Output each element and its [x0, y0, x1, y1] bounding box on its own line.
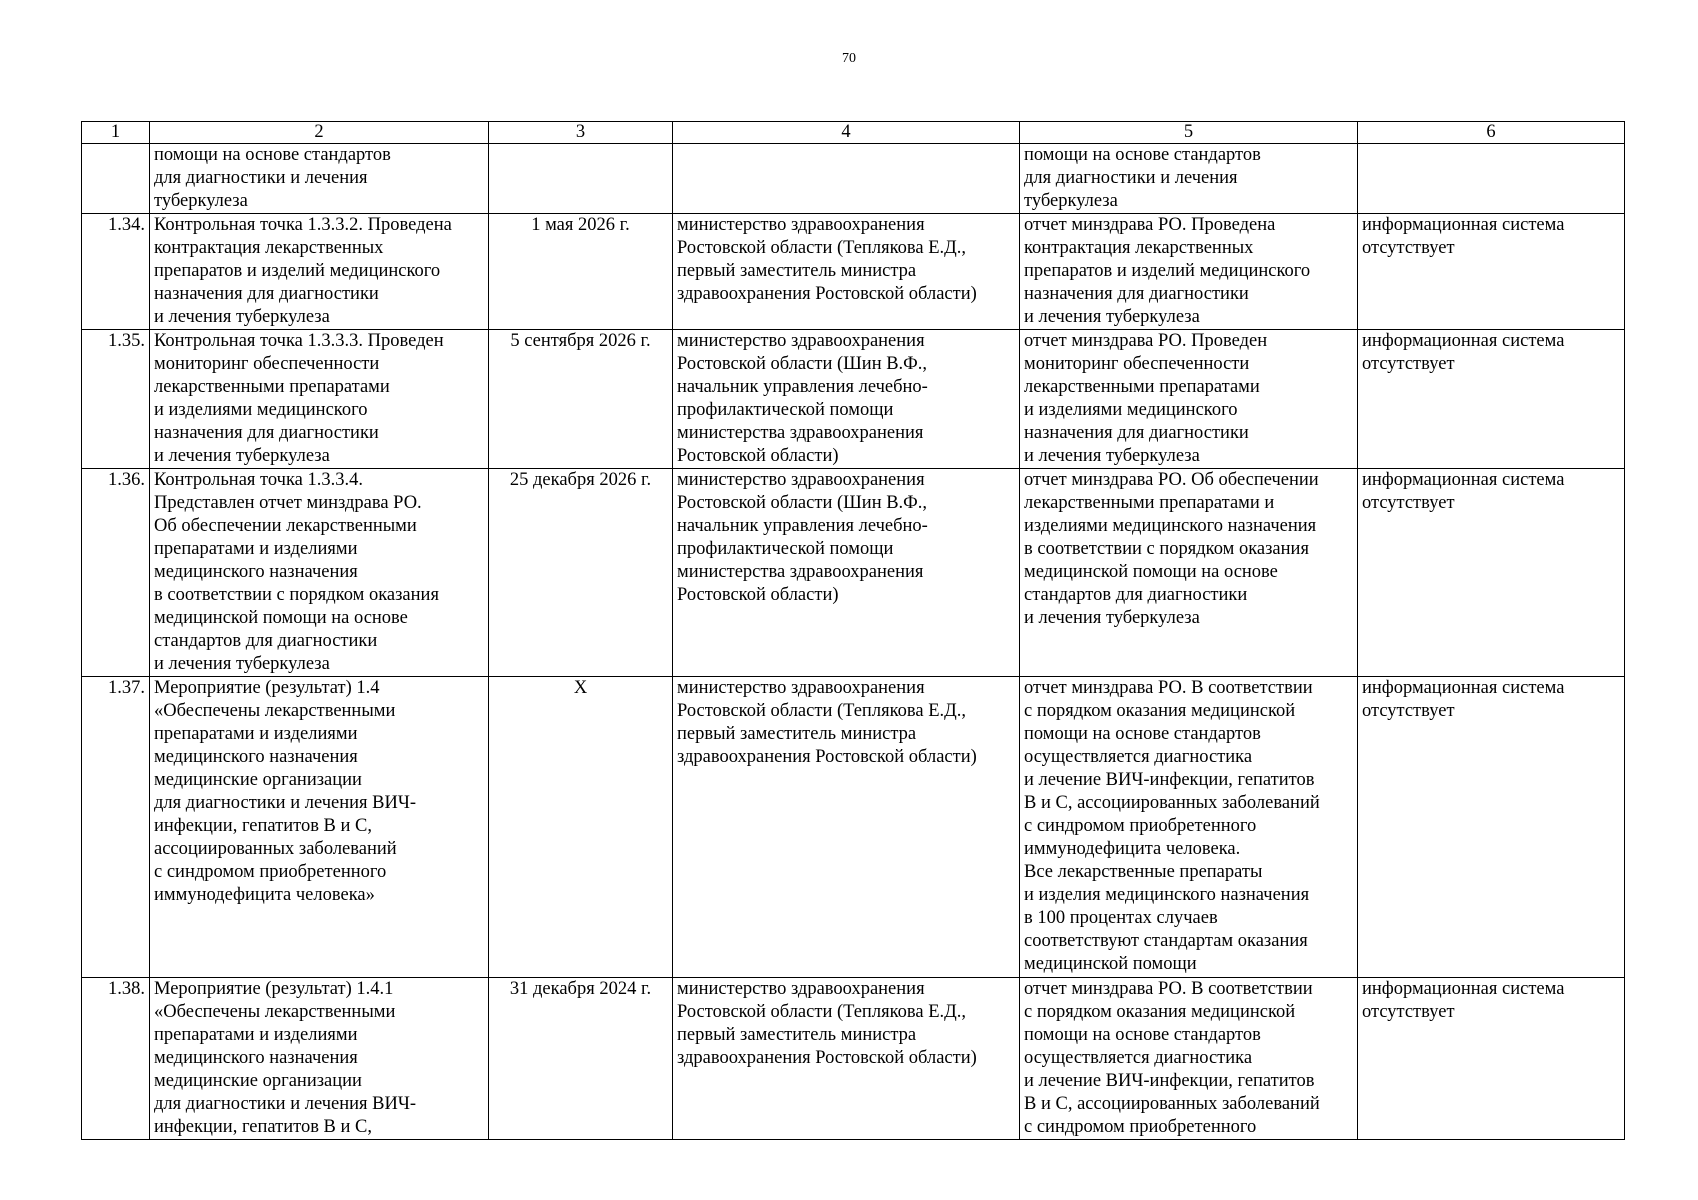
- responsible-cell: министерство здравоохранения Ростовской области (Шин В.Ф., начальник управления лечебно- профилактической помощи министерства здравоохранения Ростовской области): [673, 469, 1020, 677]
- name-cell: помощи на основе стандартов для диагностики и лечения туберкулеза: [150, 144, 489, 214]
- info-system-cell: информационная система отсутствует: [1358, 214, 1625, 330]
- row-number-cell: 1.37.: [82, 677, 150, 978]
- table-row: [82, 144, 1625, 214]
- row-number-cell: 1.38.: [82, 978, 150, 1140]
- column-header: 5: [1020, 122, 1358, 144]
- column-header: 2: [150, 122, 489, 144]
- responsible-cell: министерство здравоохранения Ростовской области (Шин В.Ф., начальник управления лечебно- профилактической помощи министерства здравоохранения Ростовской области): [673, 330, 1020, 469]
- column-header: 6: [1358, 122, 1625, 144]
- table-row: [82, 469, 1625, 677]
- info-system-cell: информационная система отсутствует: [1358, 469, 1625, 677]
- table-row: [82, 330, 1625, 469]
- responsible-cell: министерство здравоохранения Ростовской области (Теплякова Е.Д., первый заместитель министра здравоохранения Ростовской области): [673, 214, 1020, 330]
- header-row: [82, 122, 1625, 144]
- responsible-cell: министерство здравоохранения Ростовской области (Теплякова Е.Д., первый заместитель министра здравоохранения Ростовской области): [673, 978, 1020, 1140]
- date-cell: [489, 144, 673, 214]
- document-table: [81, 121, 1625, 1140]
- document-cell: отчет минздрава РО. Проведена контрактация лекарственных препаратов и изделий медицинского назначения для диагностики и лечения туберкулеза: [1020, 214, 1358, 330]
- row-number-cell: 1.36.: [82, 469, 150, 677]
- info-system-cell: [1358, 144, 1625, 214]
- date-cell: 31 декабря 2024 г.: [489, 978, 673, 1140]
- table-row: [82, 214, 1625, 330]
- table-row: [82, 978, 1625, 1140]
- row-number-cell: [82, 144, 150, 214]
- document-cell: отчет минздрава РО. Проведен мониторинг обеспеченности лекарственными препаратами и изделиями медицинского назначения для диагностики и лечения туберкулеза: [1020, 330, 1358, 469]
- name-cell: Контрольная точка 1.3.3.3. Проведен мониторинг обеспеченности лекарственными препаратами и изделиями медицинского назначения для диагностики и лечения туберкулеза: [150, 330, 489, 469]
- row-number-cell: 1.35.: [82, 330, 150, 469]
- name-cell: Мероприятие (результат) 1.4.1 «Обеспечены лекарственными препаратами и изделиями медицинского назначения медицинские организации для диагностики и лечения ВИЧ- инфекции, гепатитов B и C,: [150, 978, 489, 1140]
- info-system-cell: информационная система отсутствует: [1358, 677, 1625, 978]
- name-cell: Контрольная точка 1.3.3.4. Представлен отчет минздрава РО. Об обеспечении лекарственными препаратами и изделиями медицинского назначения в соответствии с порядком оказания медицинской помощи на основе стандартов для диагностики и лечения туберкулеза: [150, 469, 489, 677]
- date-cell: 5 сентября 2026 г.: [489, 330, 673, 469]
- row-number-cell: 1.34.: [82, 214, 150, 330]
- document-cell: отчет минздрава РО. В соответствии с порядком оказания медицинской помощи на основе стандартов осуществляется диагностика и лечение ВИЧ-инфекции, гепатитов B и C, ассоциированных заболеваний с синдромом приобретенного: [1020, 978, 1358, 1140]
- name-cell: Мероприятие (результат) 1.4 «Обеспечены лекарственными препаратами и изделиями медицинского назначения медицинские организации для диагностики и лечения ВИЧ- инфекции, гепатитов B и C, ассоциированных заболеваний с синдромом приобретенного иммунодефицита человека»: [150, 677, 489, 978]
- column-header: 4: [673, 122, 1020, 144]
- date-cell: 1 мая 2026 г.: [489, 214, 673, 330]
- document-cell: помощи на основе стандартов для диагностики и лечения туберкулеза: [1020, 144, 1358, 214]
- responsible-cell: [673, 144, 1020, 214]
- responsible-cell: министерство здравоохранения Ростовской области (Теплякова Е.Д., первый заместитель министра здравоохранения Ростовской области): [673, 677, 1020, 978]
- info-system-cell: информационная система отсутствует: [1358, 330, 1625, 469]
- page-number: 70: [842, 51, 856, 66]
- name-cell: Контрольная точка 1.3.3.2. Проведена контрактация лекарственных препаратов и изделий медицинского назначения для диагностики и лечения туберкулеза: [150, 214, 489, 330]
- table-row: [82, 677, 1625, 978]
- column-header: 3: [489, 122, 673, 144]
- document-cell: отчет минздрава РО. Об обеспечении лекарственными препаратами и изделиями медицинского назначения в соответствии с порядком оказания медицинской помощи на основе стандартов для диагностики и лечения туберкулеза: [1020, 469, 1358, 677]
- info-system-cell: информационная система отсутствует: [1358, 978, 1625, 1140]
- date-cell: X: [489, 677, 673, 978]
- date-cell: 25 декабря 2026 г.: [489, 469, 673, 677]
- document-cell: отчет минздрава РО. В соответствии с порядком оказания медицинской помощи на основе стандартов осуществляется диагностика и лечение ВИЧ-инфекции, гепатитов B и C, ассоциированных заболеваний с синдромом приобретенного иммунодефицита человека. Все лекарственные препараты и изделия медицинского назначения в 100 процентах случаев соответствуют стандартам оказания медицинской помощи: [1020, 677, 1358, 978]
- column-header: 1: [82, 122, 150, 144]
